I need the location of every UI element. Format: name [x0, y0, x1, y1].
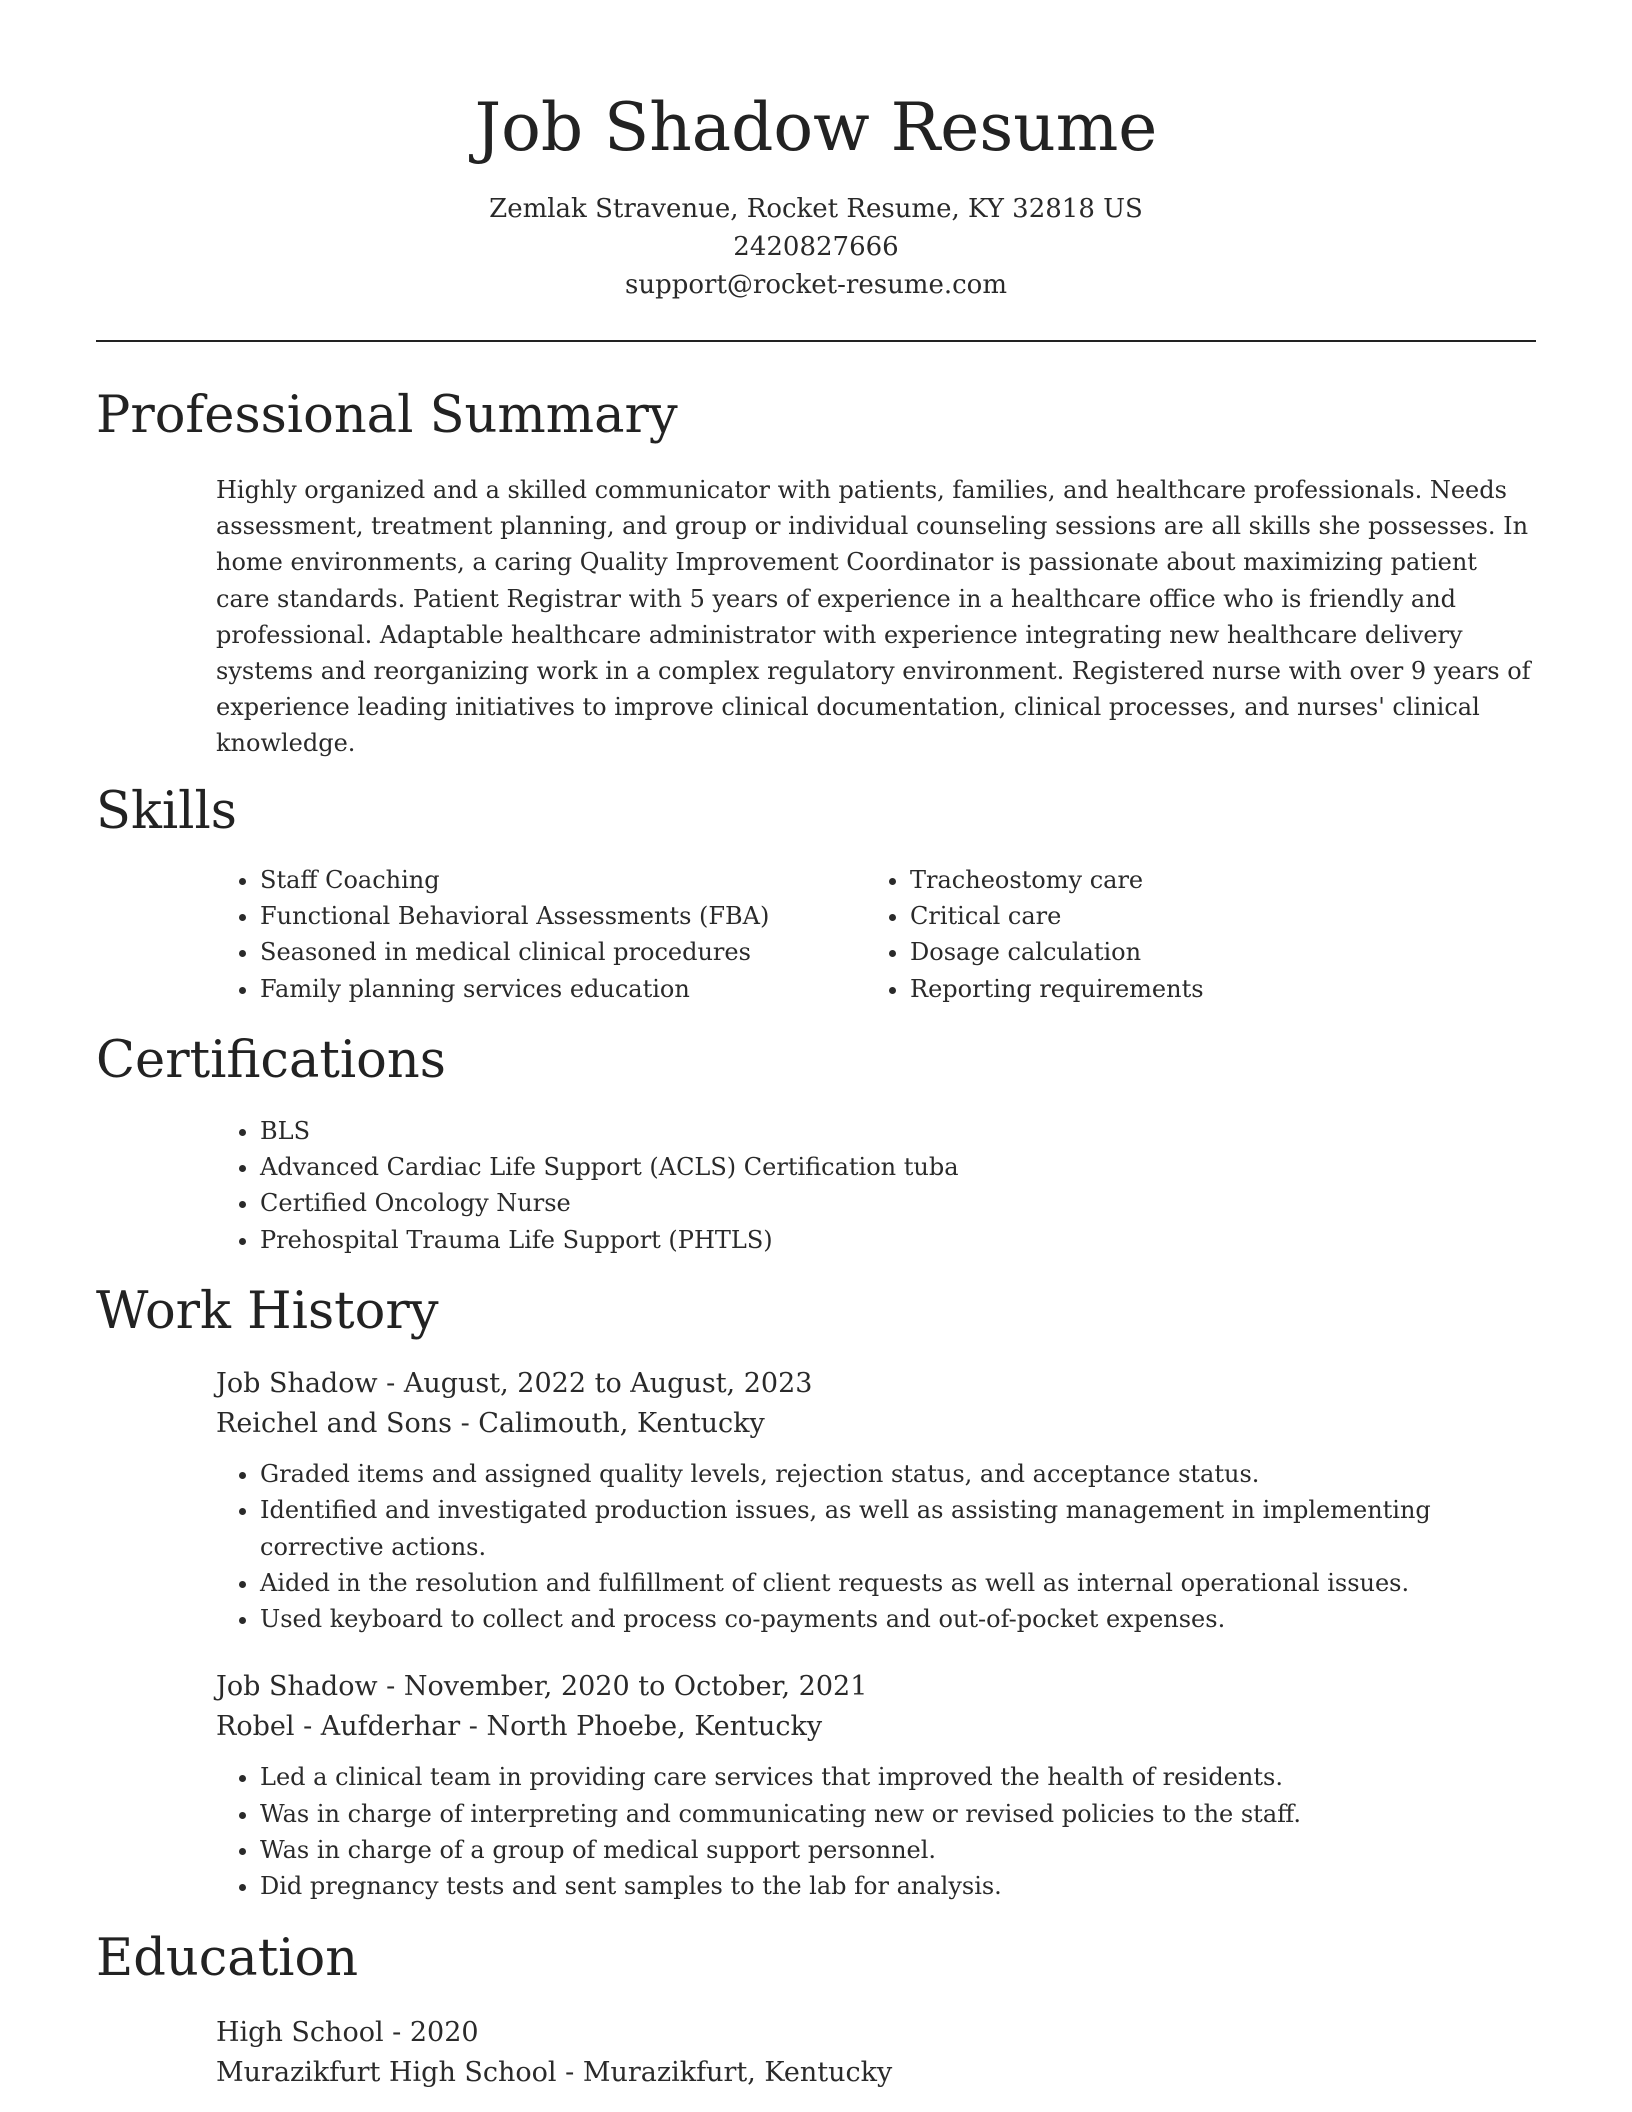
job-employer-location: Reichel and Sons - Calimouth, Kentucky — [216, 1408, 765, 1439]
education-title: Education — [96, 1928, 359, 1988]
certification-item: • Certified Oncology Nurse — [260, 1185, 1536, 1221]
job-bullet: • Was in charge of a group of medical support personnel. — [260, 1832, 1536, 1868]
contact-email: support@rocket-resume.com — [624, 270, 1007, 300]
job-employer-location: Robel - Aufderhar - North Phoebe, Kentucky — [216, 1711, 823, 1743]
education-section — [96, 1929, 1536, 2093]
education-school-location: Murazikfurt High School - Murazikfurt, Kentucky — [216, 2056, 893, 2088]
skills-column-left — [216, 862, 866, 1007]
certifications-list — [216, 1113, 1536, 1258]
education-entry — [216, 2013, 1536, 2093]
skill-item: • Seasoned in medical clinical procedures — [260, 934, 866, 970]
job-entry — [216, 1667, 1536, 1904]
skill-item: • Dosage calculation — [910, 934, 1516, 970]
job-title-dates: Job Shadow - August, 2022 to August, 2023 — [216, 1368, 813, 1399]
job-bullet: • Led a clinical team in providing care services that improved the health of residents. — [260, 1759, 1536, 1795]
contact-block — [96, 190, 1536, 304]
work-history-section — [96, 1282, 1536, 1905]
certifications-section — [96, 1031, 1536, 1258]
resume-page — [96, 0, 1536, 2093]
summary-title: Professional Summary — [96, 386, 678, 445]
skill-item: • Family planning services education — [260, 971, 866, 1007]
skill-item: • Critical care — [910, 898, 1516, 934]
skills-column-right — [866, 862, 1516, 1007]
job-bullet: • Graded items and assigned quality levels, rejection status, and acceptance status. — [260, 1456, 1536, 1492]
job-bullet: • Was in charge of interpreting and communicating new or revised policies to the staff. — [260, 1796, 1536, 1832]
skills-list-right — [866, 862, 1516, 1007]
header-divider — [96, 340, 1536, 342]
job-bullets — [216, 1759, 1536, 1904]
skills-title: Skills — [96, 781, 237, 841]
job-bullets — [216, 1456, 1536, 1637]
job-title-dates: Job Shadow - November, 2020 to October, 2021 — [216, 1671, 868, 1703]
skill-item: • Staff Coaching — [260, 862, 866, 898]
resume-name: Job Shadow Resume — [474, 89, 1158, 166]
resume-header — [96, 0, 1536, 304]
job-entry — [216, 1364, 1536, 1637]
skill-item: • Tracheostomy care — [910, 862, 1516, 898]
job-bullet: • Did pregnancy tests and sent samples to the lab for analysis. — [260, 1868, 1536, 1904]
job-bullet: • Aided in the resolution and fulfillment of client requests as well as internal operational issues. — [260, 1565, 1536, 1601]
summary-text: Highly organized and a skilled communicator with patients, families, and healthcare professionals. Needs assessment, treatment planning, and group or individual counseling sessions are all skills she possesses. In home environments, a caring Quality Improvement Coordinator is passionate about maximizing patient care standards. Patient Registrar with 5 years of experience in a healthcare office who is friendly and professional. Adaptable healthcare administrator with experience integrating new healthcare delivery systems and reorganizing work in a complex regulatory environment. Registered nurse with over 9 years of experience leading initiatives to improve clinical documentation, clinical processes, and nurses' clinical knowledge. — [216, 476, 1531, 758]
certification-item: • BLS — [260, 1113, 1536, 1149]
certifications-block — [216, 1113, 1536, 1258]
contact-address: Zemlak Stravenue, Rocket Resume, KY 32818 US — [489, 194, 1143, 224]
skills-list-left — [216, 862, 866, 1007]
certification-item: • Prehospital Trauma Life Support (PHTLS) — [260, 1222, 1536, 1258]
contact-phone: 2420827666 — [733, 232, 899, 262]
skills-columns — [216, 862, 1536, 1007]
certifications-title: Certifications — [96, 1030, 446, 1090]
certification-item: • Advanced Cardiac Life Support (ACLS) Certification tuba — [260, 1149, 1536, 1185]
education-degree-year: High School - 2020 — [216, 2016, 479, 2048]
work-history-title: Work History — [96, 1282, 439, 1341]
summary-section — [96, 386, 1536, 762]
skill-item: • Functional Behavioral Assessments (FBA) — [260, 898, 866, 934]
skill-item: • Reporting requirements — [910, 971, 1516, 1007]
job-bullet: • Used keyboard to collect and process co-payments and out-of-pocket expenses. — [260, 1601, 1536, 1637]
skills-section — [96, 782, 1536, 1007]
job-bullet: • Identified and investigated production issues, as well as assisting management in implementing corrective actions. — [260, 1492, 1536, 1565]
